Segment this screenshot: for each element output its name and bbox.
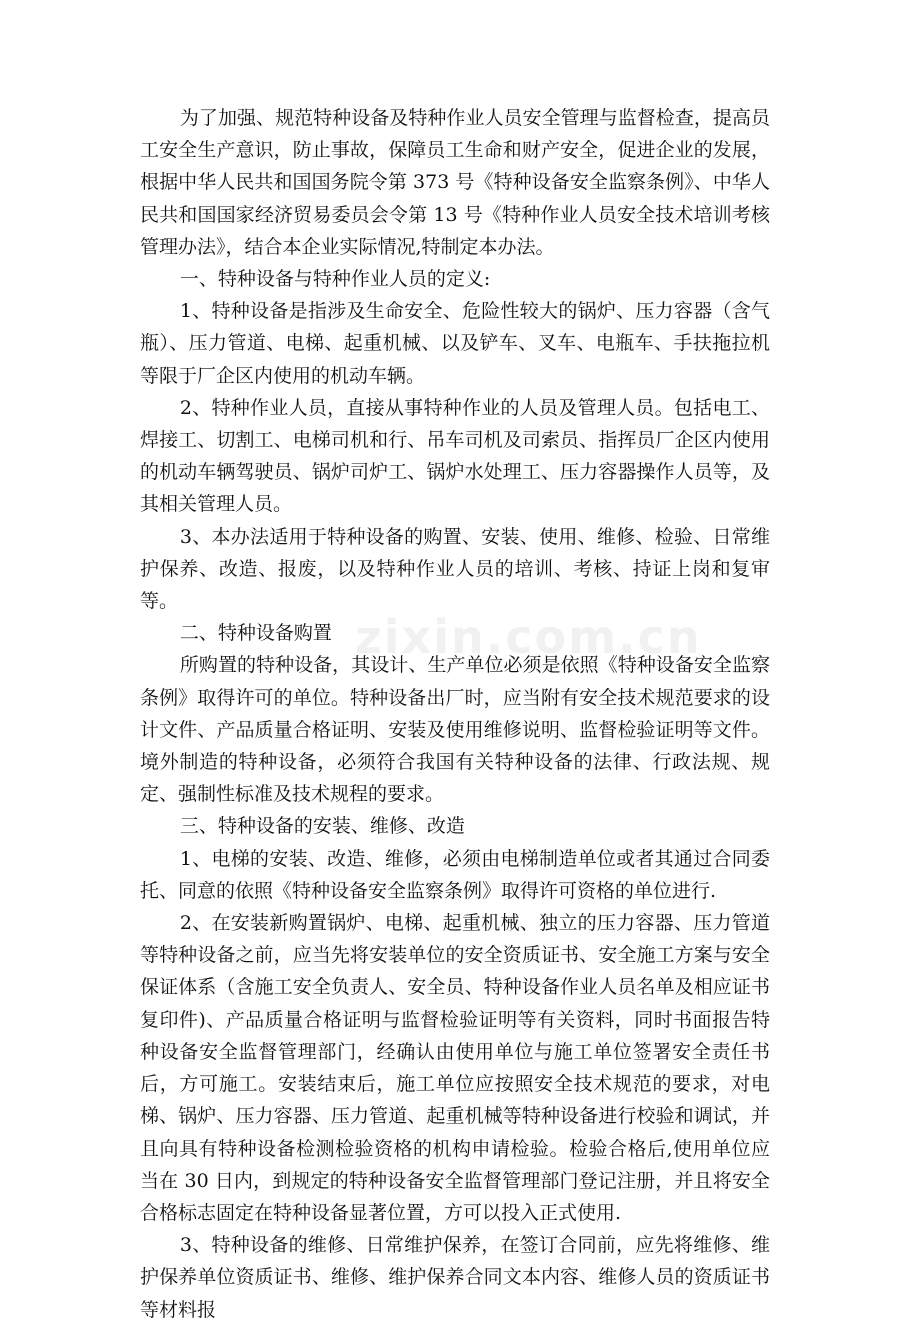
install-item-1: 1、电梯的安装、改造、维修，必须由电梯制造单位或者其通过合同委托、同意的依照《特种设备安全监察条例》取得许可资格的单位进行. (140, 847, 770, 902)
definition-item-1: 1、特种设备是指涉及生命安全、危险性较大的锅炉、压力容器（含气瓶）、压力管道、电梯、起重机械、以及铲车、叉车、电瓶车、手扶拖拉机等限于厂企区内使用的机动车辆。 (140, 300, 770, 387)
definition-item-3: 3、本办法适用于特种设备的购置、安装、使用、维修、检验、日常维护保养、改造、报废，以及特种作业人员的培训、考核、持证上岗和复审等。 (140, 525, 770, 613)
section-heading-install: 三、特种设备的安装、维修、改造 (179, 815, 465, 838)
purchase-paragraph: 所购置的特种设备，其设计、生产单位必须是依照《特种设备安全监察条例》取得许可的单位。特种设备出厂时，应当附有安全技术规范要求的设计文件、产品质量合格证明、安装及使用维修说明、监督检验证明等文件。境外制造的特种设备，必须符合我国有关特种设备的法律、行政法规、规定、强制性标准及技术规程的要求。 (140, 654, 770, 806)
watermark-text: zixin.com.cn (355, 610, 702, 664)
section-heading-purchase: 二、特种设备购置 (179, 622, 332, 645)
document-body (140, 102, 770, 1326)
install-item-2: 2、在安装新购置锅炉、电梯、起重机械、独立的压力容器、压力管道等特种设备之前，应当先将安装单位的安全资质证书、安全施工方案与安全保证体系（含施工安全负责人、安全员、特种设备作业人员名单及相应证书复印件)、产品质量合格证明与监督检验证明等有关资料，同时书面报告特种设备安全监督管理部门，经确认由使用单位与施工单位签署安全责任书后，方可施工。安装结束后，施工单位应按照安全技术规范的要求，对电梯、锅炉、压力容器、压力管道、起重机械等特种设备进行校验和调试，并且向具有特种设备检测检验资格的机构申请检验。检验合格后,使用单位应当在 30 日内，到规定的特种设备安全监督管理部门登记注册，并且将安全合格标志固定在特种设备显著位置，方可以投入正式使用. (140, 912, 770, 1224)
intro-paragraph: 为了加强、规范特种设备及特种作业人员安全管理与监督检查，提高员工安全生产意识，防止事故，保障员工生命和财产安全，促进企业的发展，根据中华人民共和国国务院令第 373 号《特种设备安全监察条例》、中华人民共和国国家经济贸易委员会令第 13 号《特种作业人员安全技术培训考核管理办法》，结合本企业实际情况,特制定本办法。 (140, 107, 770, 258)
install-item-3: 3、特种设备的维修、日常维护保养，在签订合同前，应先将维修、维护保养单位资质证书、维修、维护保养合同文本内容、维修人员的资质证书等材料报 (140, 1234, 770, 1321)
definition-item-2: 2、特种作业人员，直接从事特种作业的人员及管理人员。包括电工、焊接工、切割工、电梯司机和行、吊车司机及司索员、指挥员厂企区内使用的机动车辆驾驶员、锅炉司炉工、锅炉水处理工、压力容器操作人员等，及其相关管理人员。 (140, 396, 770, 516)
section-heading-definitions: 一、特种设备与特种作业人员的定义: (179, 268, 491, 291)
